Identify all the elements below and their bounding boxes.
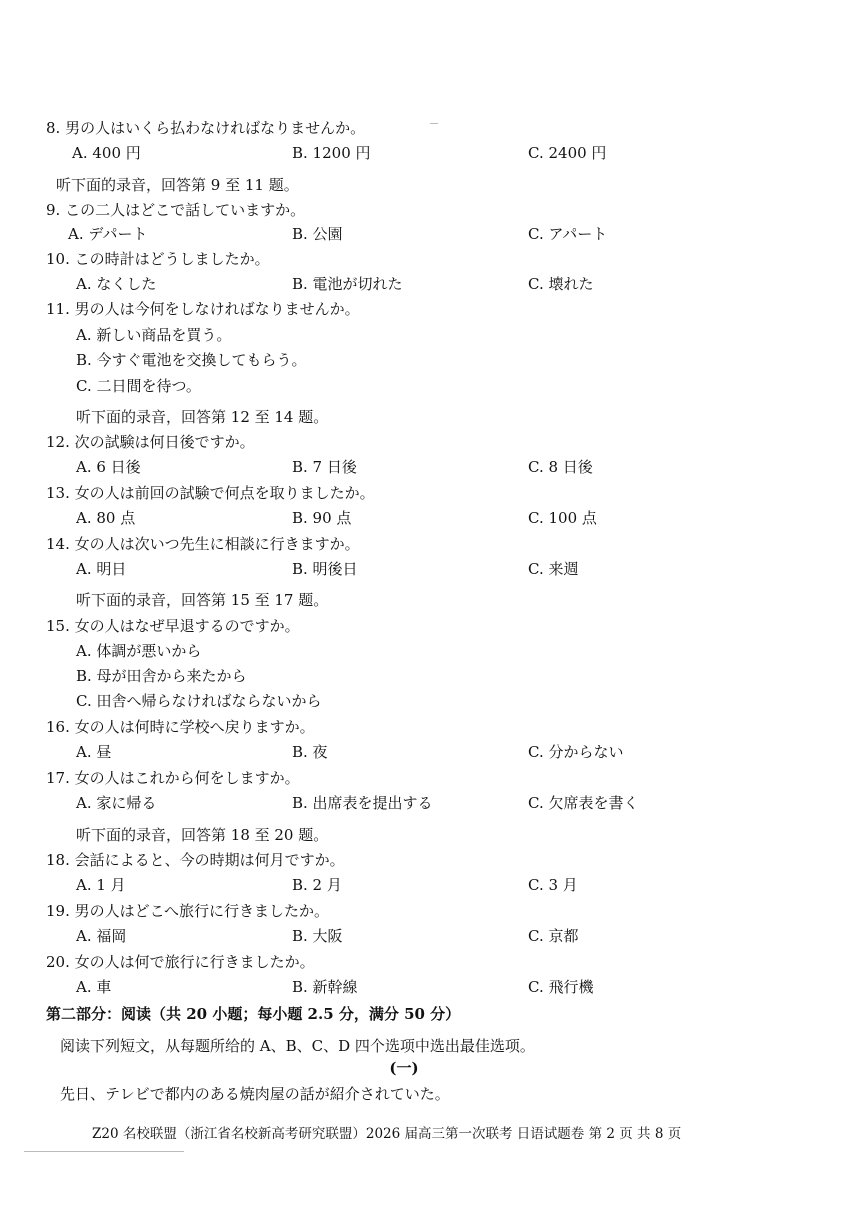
question-10-stem: 10. この時計はどうしましたか。 [46, 250, 270, 268]
listening-instruction-12-14: 听下面的录音，回答第 12 至 14 题。 [76, 408, 329, 426]
question-9-option-b: B. 公園 [292, 225, 343, 243]
question-10-option-c: C. 壊れた [528, 275, 594, 293]
question-8-option-a: A. 400 円 [72, 144, 141, 162]
question-15-option-b: B. 母が田舎から来たから [76, 667, 247, 685]
part-two-heading: 第二部分：阅读（共 20 小题；每小题 2.5 分，满分 50 分） [46, 1005, 461, 1023]
question-12-option-c: C. 8 日後 [528, 458, 593, 476]
question-19-option-a: A. 福岡 [76, 927, 127, 945]
question-20-option-a: A. 車 [76, 978, 112, 996]
question-9-stem: 9. この二人はどこで話していますか。 [46, 201, 306, 219]
question-20-stem: 20. 女の人は何で旅行に行きましたか。 [46, 953, 315, 971]
question-11-stem: 11. 男の人は今何をしなければなりませんか。 [46, 300, 360, 318]
question-16-option-b: B. 夜 [292, 743, 328, 761]
question-16-stem: 16. 女の人は何時に学校へ戻りますか。 [46, 718, 315, 736]
question-9-option-a: A. デパート [68, 225, 148, 243]
question-18-stem: 18. 会話によると、今の時期は何月ですか。 [46, 851, 345, 869]
page-footer: Z20 名校联盟（浙江省名校新高考研究联盟）2026 届高三第一次联考 日语试题卷 第 2 页 共 8 页 [92, 1126, 682, 1142]
section-number: (一) [389, 1059, 419, 1077]
question-12-stem: 12. 次の試験は何日後ですか。 [46, 433, 255, 451]
reading-instruction: 阅读下列短文，从每题所给的 A、B、C、D 四个选项中选出最佳选项。 [60, 1037, 535, 1055]
scan-artifact-line [24, 1151, 184, 1152]
question-8-stem: 8. 男の人はいくら払わなければなりませんか。 [46, 119, 366, 137]
listening-instruction-18-20: 听下面的录音，回答第 18 至 20 题。 [76, 826, 329, 844]
question-13-option-a: A. 80 点 [76, 509, 136, 527]
question-14-option-b: B. 明後日 [292, 560, 358, 578]
question-13-stem: 13. 女の人は前回の試験で何点を取りましたか。 [46, 484, 375, 502]
question-17-stem: 17. 女の人はこれから何をしますか。 [46, 769, 300, 787]
question-17-option-a: A. 家に帰る [76, 794, 157, 812]
question-11-option-a: A. 新しい商品を買う。 [76, 326, 232, 344]
question-18-option-b: B. 2 月 [292, 876, 342, 894]
question-10-option-a: A. なくした [76, 275, 157, 293]
question-19-option-c: C. 京都 [528, 927, 579, 945]
question-8-option-c: C. 2400 円 [528, 144, 607, 162]
question-20-option-b: B. 新幹線 [292, 978, 358, 996]
question-15-option-a: A. 体調が悪いから [76, 642, 202, 660]
question-19-option-b: B. 大阪 [292, 927, 343, 945]
question-11-option-b: B. 今すぐ電池を交換してもらう。 [76, 351, 307, 369]
question-18-option-c: C. 3 月 [528, 876, 578, 894]
listening-instruction-15-17: 听下面的录音，回答第 15 至 17 题。 [76, 591, 329, 609]
question-10-option-b: B. 電池が切れた [292, 275, 403, 293]
question-20-option-c: C. 飛行機 [528, 978, 594, 996]
listening-instruction-9-11: 听下面的录音，回答第 9 至 11 题。 [56, 176, 299, 194]
question-14-option-c: C. 来週 [528, 560, 579, 578]
question-13-option-c: C. 100 点 [528, 509, 597, 527]
question-15-option-c: C. 田舎へ帰らなければならないから [76, 692, 322, 710]
question-15-stem: 15. 女の人はなぜ早退するのですか。 [46, 617, 300, 635]
question-9-option-c: C. アパート [528, 225, 608, 243]
question-13-option-b: B. 90 点 [292, 509, 352, 527]
question-8-option-b: B. 1200 円 [292, 144, 371, 162]
question-14-stem: 14. 女の人は次いつ先生に相談に行きますか。 [46, 535, 360, 553]
passage-first-line: 先日、テレビで都内のある焼肉屋の話が紹介されていた。 [60, 1085, 450, 1103]
question-19-stem: 19. 男の人はどこへ旅行に行きましたか。 [46, 902, 330, 920]
question-12-option-b: B. 7 日後 [292, 458, 357, 476]
question-12-option-a: A. 6 日後 [76, 458, 141, 476]
scan-artifact-dot [430, 123, 438, 124]
question-18-option-a: A. 1 月 [76, 876, 126, 894]
question-17-option-b: B. 出席表を提出する [292, 794, 433, 812]
question-17-option-c: C. 欠席表を書く [528, 794, 639, 812]
question-11-option-c: C. 二日間を待つ。 [76, 377, 201, 395]
question-14-option-a: A. 明日 [76, 560, 127, 578]
question-16-option-c: C. 分からない [528, 743, 624, 761]
question-16-option-a: A. 昼 [76, 743, 112, 761]
